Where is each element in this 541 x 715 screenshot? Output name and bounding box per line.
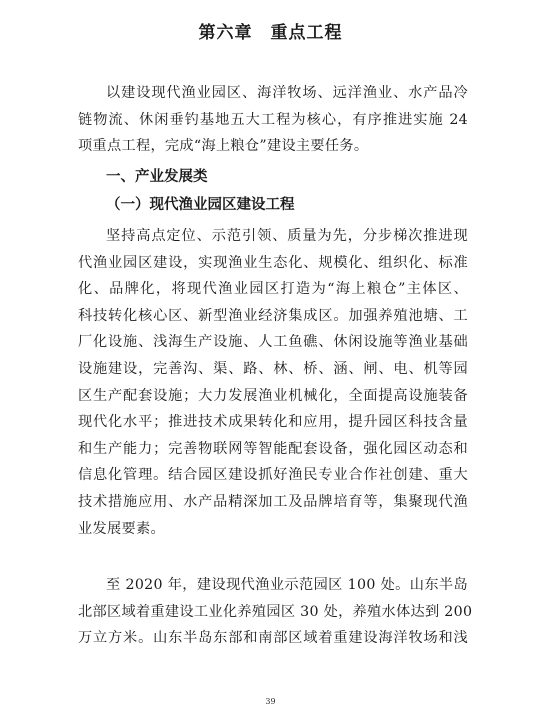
text-line: 厂化设施、浅海生产设施、人工鱼礁、休闲设施等渔业基础 (78, 334, 468, 351)
paragraph-2 (78, 572, 473, 652)
text-line: 技术措施应用、水产品精深加工及品牌培育等，集聚现代渔 (78, 493, 468, 510)
chapter-title (0, 18, 541, 43)
text-line: 科技转化核心区、新型渔业经济集成区。加强养殖池塘、工 (78, 307, 468, 324)
text-line: 北部区域着重建设工业化养殖园区 30 处，养殖水体达到 200 (78, 603, 473, 620)
text-line: 业发展要素。 (78, 520, 165, 537)
chapter-name: 重点工程 (270, 23, 343, 43)
text-line: 设施建设，完善沟、渠、路、林、桥、涵、闸、电、机等园 (78, 360, 468, 377)
subsection-heading: （一）现代渔业园区建设工程 (106, 196, 295, 213)
text-line: 至 2020 年，建设现代渔业示范园区 100 处。山东半岛 (106, 577, 468, 593)
text-line: 区生产配套设施；大力发展渔业机械化，全面提高设施装备 (78, 387, 468, 404)
chapter-number: 第六章 (198, 23, 253, 43)
text-line: 坚持高点定位、示范引领、质量为先，分步梯次推进现 (106, 228, 468, 244)
page-number: 39 (265, 697, 276, 706)
text-line: 代渔业园区建设，实现渔业生态化、规模化、组织化、标准 (78, 254, 468, 271)
text-line: 项重点工程，完成“海上粮仓”建设主要任务。 (78, 138, 369, 155)
text-line: 现代化水平；推进技术成果转化和应用，提升园区科技含量 (78, 414, 468, 431)
text-line: 化、品牌化，将现代渔业园区打造为“海上粮仓”主体区、 (78, 281, 468, 298)
intro-paragraph (78, 80, 468, 160)
text-line: 以建设现代渔业园区、海洋牧场、远洋渔业、水产品冷 (106, 85, 468, 101)
text-line: 链物流、休闲垂钓基地五大工程为核心，有序推进实施 24 (78, 111, 468, 128)
text-line: 万立方米。山东半岛东部和南部区域着重建设海洋牧场和浅 (78, 630, 468, 647)
text-line: 和生产能力；完善物联网等智能配套设备，强化园区动态和 (78, 440, 468, 457)
paragraph-1 (78, 223, 468, 542)
text-line: 信息化管理。结合园区建设抓好渔民专业合作社创建、重大 (78, 467, 468, 484)
section-heading: 一、产业发展类 (106, 168, 208, 185)
